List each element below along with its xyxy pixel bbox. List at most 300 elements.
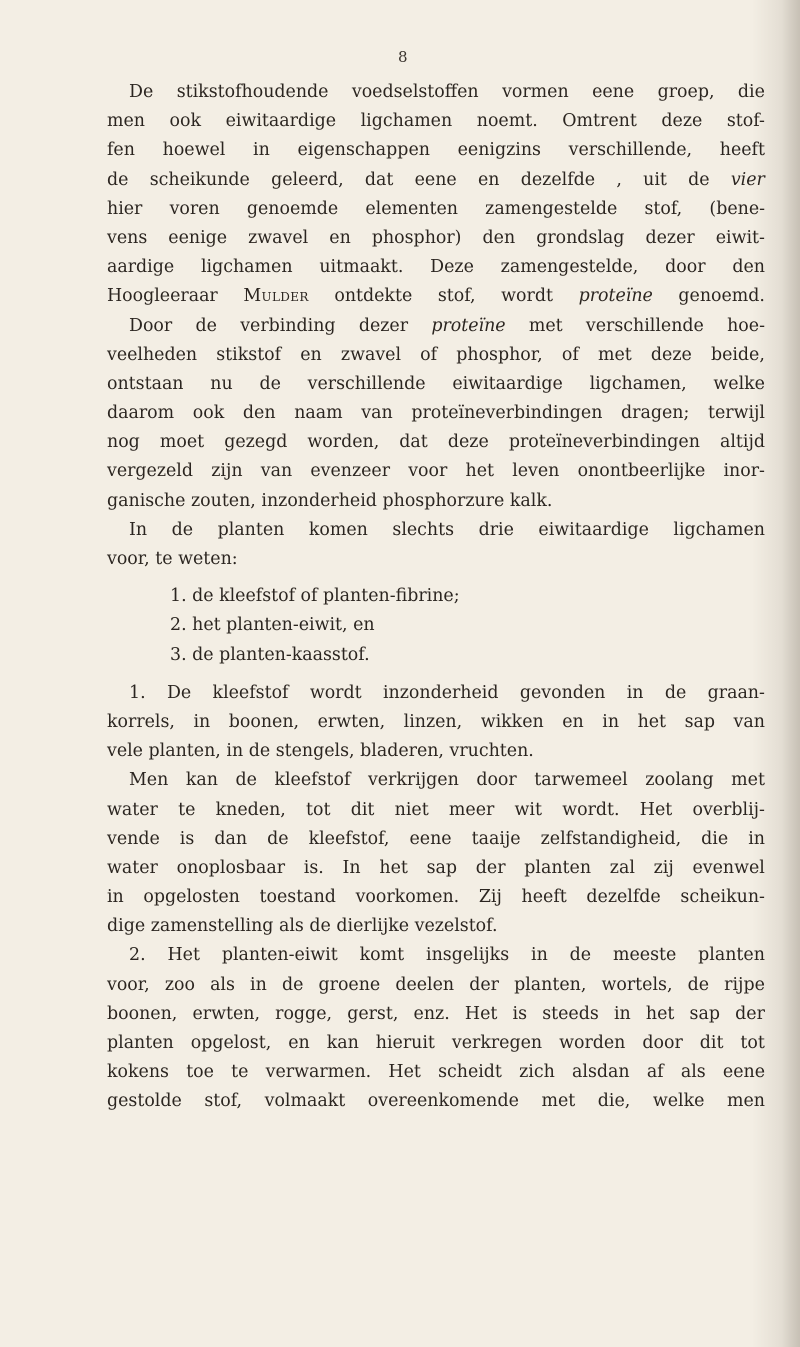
word: fen xyxy=(107,140,135,161)
word: In xyxy=(342,857,361,878)
word: evenzeer xyxy=(310,461,391,482)
word: voor xyxy=(408,461,448,482)
word: kleefstof xyxy=(212,682,289,703)
text-line xyxy=(107,971,765,1000)
word: phosphorzure xyxy=(382,490,505,511)
word: volmaakt xyxy=(264,1091,346,1112)
word: hoewel xyxy=(162,140,226,161)
word: boonen, xyxy=(228,711,300,732)
list-item: 1. de kleefstof of planten-fibrine; xyxy=(170,586,460,607)
word: meeste xyxy=(613,945,677,966)
word: in xyxy=(193,711,211,732)
text-line xyxy=(107,399,765,428)
word: in xyxy=(253,140,270,161)
text-line xyxy=(107,545,765,574)
word: vergezeld xyxy=(107,461,194,482)
word: deze xyxy=(661,111,703,132)
word: kalk. xyxy=(509,490,553,511)
word: het xyxy=(465,461,494,482)
word: het xyxy=(379,857,408,878)
word: als xyxy=(279,916,304,937)
word: vruchten. xyxy=(449,741,534,762)
word: sap xyxy=(684,711,716,732)
word: die xyxy=(701,828,729,849)
word: in xyxy=(226,741,244,762)
word: water xyxy=(107,857,158,878)
word: planten, xyxy=(514,974,587,995)
word: dezer xyxy=(645,227,695,248)
word: de xyxy=(309,916,331,937)
word: 2. xyxy=(129,945,146,966)
word: insgelijks xyxy=(426,945,510,966)
word: is xyxy=(179,828,195,849)
word: de xyxy=(259,373,281,394)
word: der xyxy=(475,857,506,878)
word: dat xyxy=(364,169,394,190)
word: eenigzins xyxy=(457,140,541,161)
word: welke xyxy=(652,1091,705,1112)
word: in xyxy=(613,1003,631,1024)
word: 1. xyxy=(129,682,146,703)
word: linzen, xyxy=(403,711,463,732)
word: der xyxy=(735,1003,765,1024)
word: voedselstoffen xyxy=(351,82,479,102)
word: niet xyxy=(394,799,429,820)
word: wordt. xyxy=(562,799,620,820)
word: zelfstandigheid, xyxy=(540,828,682,849)
word: (bene- xyxy=(709,198,765,219)
word: verwarmen. xyxy=(265,1062,372,1083)
word: bladeren, xyxy=(360,741,444,762)
word: zal xyxy=(609,857,635,878)
word: onoplosbaar xyxy=(176,857,286,878)
numbered-list xyxy=(107,582,765,670)
word: Het xyxy=(388,1062,421,1083)
word: planten-eiwit xyxy=(221,945,338,966)
word: de xyxy=(248,741,271,762)
word: hieruit xyxy=(375,1033,435,1053)
word: vezelstof. xyxy=(414,916,498,937)
word: te xyxy=(155,549,173,569)
word: evenwel xyxy=(692,857,765,878)
word: in xyxy=(107,887,124,908)
word: wikken xyxy=(480,711,544,732)
word: alsdan xyxy=(572,1062,630,1083)
text-line xyxy=(107,1087,765,1116)
word: daarom xyxy=(107,403,175,424)
word: de xyxy=(281,974,304,995)
text-line xyxy=(107,825,765,854)
word: dan xyxy=(214,828,248,849)
word: zijn xyxy=(211,461,243,482)
word: dit xyxy=(699,1033,724,1053)
word: leven xyxy=(512,461,560,482)
word: uit xyxy=(643,169,667,190)
word: altijd xyxy=(719,432,765,453)
word: grondslag xyxy=(536,227,625,248)
word: vele xyxy=(107,741,143,762)
word: dige xyxy=(107,916,146,937)
word: verbinding xyxy=(240,315,336,336)
word: dragen; xyxy=(621,403,690,424)
word: dat xyxy=(399,432,428,453)
word: wordt xyxy=(309,682,362,703)
text-line xyxy=(107,282,765,311)
word: geleerd, xyxy=(271,169,344,190)
word: eene xyxy=(592,82,635,102)
word: die xyxy=(737,82,765,102)
word: eiwitaardige xyxy=(452,373,563,394)
word: stof- xyxy=(726,111,765,132)
word: voor, xyxy=(107,549,150,569)
word: ganische xyxy=(107,490,186,511)
word: gestolde xyxy=(107,1091,182,1112)
word: ontdekte xyxy=(334,286,413,307)
word: noemt. xyxy=(476,111,538,132)
word: heeft xyxy=(719,140,765,161)
word: in xyxy=(531,945,548,966)
word: die, xyxy=(597,1091,631,1112)
word: aardige xyxy=(107,257,175,278)
paragraph-3 xyxy=(107,516,765,574)
text-line xyxy=(107,312,765,341)
word: erwten, xyxy=(317,711,386,732)
word: eene xyxy=(722,1062,765,1083)
word: Hoogleeraar xyxy=(107,286,218,307)
word: eenige xyxy=(168,227,228,248)
word: stof, xyxy=(644,198,683,219)
word: te xyxy=(178,799,196,820)
text-line xyxy=(107,516,765,545)
word: de xyxy=(171,519,194,540)
text-line xyxy=(107,766,765,795)
word: nog xyxy=(107,432,140,453)
word: in xyxy=(626,682,644,703)
word: hier xyxy=(107,198,143,219)
word: in xyxy=(748,828,765,849)
word: of xyxy=(420,344,438,365)
word: scheidt xyxy=(438,1062,502,1083)
word: zouten, xyxy=(190,490,256,511)
text-line xyxy=(107,737,765,766)
word: inor- xyxy=(723,461,765,482)
word: met xyxy=(597,344,632,365)
word: en xyxy=(562,711,584,732)
word: planten xyxy=(107,1033,174,1053)
word: overblij- xyxy=(692,799,765,820)
word: is. xyxy=(303,857,324,878)
word: slechts xyxy=(392,519,455,540)
word: enz. xyxy=(413,1003,450,1024)
word: taaije xyxy=(471,828,521,849)
word: genoemd. xyxy=(678,286,765,307)
word: inzonderheid xyxy=(261,490,377,511)
word: als xyxy=(680,1062,706,1083)
text-line xyxy=(107,1000,765,1029)
word: scheikun- xyxy=(680,887,765,908)
word: en xyxy=(288,1033,310,1053)
text-line xyxy=(107,428,765,457)
word: rijpe xyxy=(724,974,765,995)
word: Deze xyxy=(430,257,474,278)
word: zoo xyxy=(164,974,195,995)
word: stengels, xyxy=(275,741,355,762)
word: stikstof xyxy=(216,344,282,365)
text-line xyxy=(107,912,765,941)
text-line xyxy=(107,941,765,970)
word: de xyxy=(195,315,217,336)
word: vende xyxy=(107,828,160,849)
text-line xyxy=(107,796,765,825)
word: stof, xyxy=(437,286,476,307)
word: van xyxy=(361,403,393,424)
word: drie xyxy=(478,519,514,540)
word: phosphor) xyxy=(371,227,462,248)
word: en xyxy=(329,227,351,248)
word: de xyxy=(664,682,687,703)
word: ook xyxy=(169,111,202,132)
text-line xyxy=(107,78,765,107)
text-line xyxy=(107,370,765,399)
word: komt xyxy=(359,945,405,966)
word: de xyxy=(687,974,710,995)
word: komen xyxy=(308,519,368,540)
word: dit xyxy=(350,799,375,820)
word: door xyxy=(476,770,517,791)
body-text xyxy=(107,78,765,1117)
word: voorkomen. xyxy=(355,887,460,908)
word: kleefstof xyxy=(274,770,351,791)
word: den xyxy=(242,403,276,424)
word: is xyxy=(512,1003,528,1024)
text-line xyxy=(107,224,765,253)
page-edge-shadow xyxy=(782,0,800,1347)
word: weten: xyxy=(178,549,238,569)
word: stikstofhoudende xyxy=(176,82,329,102)
word: den xyxy=(482,227,516,248)
text-line xyxy=(107,341,765,370)
word: naam xyxy=(294,403,343,424)
word: proteïneverbindingen xyxy=(508,432,700,453)
word: beide, xyxy=(710,344,765,365)
text-line xyxy=(107,1058,765,1087)
word: proteïne xyxy=(431,315,506,336)
word: uitmaakt. xyxy=(319,257,404,278)
word: nu xyxy=(210,373,233,394)
word: eiwitaardige xyxy=(538,519,649,540)
word: door xyxy=(665,257,706,278)
word: voor, xyxy=(107,974,150,995)
word: met xyxy=(541,1091,576,1112)
paragraph-4 xyxy=(107,679,765,767)
text-line xyxy=(107,457,765,486)
word: genoemde xyxy=(246,198,339,219)
word: zwavel xyxy=(340,344,402,365)
text-line xyxy=(107,195,765,224)
word: hoe- xyxy=(727,315,765,336)
word: ligchamen xyxy=(200,257,293,278)
word: ligchamen xyxy=(673,519,765,540)
word: het xyxy=(637,711,667,732)
word: planten xyxy=(524,857,592,878)
word: eene xyxy=(409,828,452,849)
word: deelen xyxy=(395,974,455,995)
word: elementen xyxy=(365,198,458,219)
word: groep, xyxy=(657,82,715,102)
word: boonen, xyxy=(107,1003,178,1024)
word: rogge, xyxy=(275,1003,333,1024)
word: heeft xyxy=(521,887,567,908)
word: wit xyxy=(514,799,542,820)
word: dezelfde xyxy=(520,169,596,190)
word: steeds xyxy=(542,1003,599,1024)
word: der xyxy=(469,974,499,995)
word: kan xyxy=(326,1033,359,1053)
text-line xyxy=(107,487,765,516)
word: veelheden xyxy=(107,344,198,365)
word: In xyxy=(129,519,148,540)
word: eigenschappen xyxy=(297,140,430,161)
word: planten xyxy=(217,519,285,540)
list-item: 3. de planten-kaasstof. xyxy=(170,644,370,665)
word: phosphor, xyxy=(456,344,543,365)
word: tarwemeel xyxy=(534,770,628,791)
text-line xyxy=(107,708,765,737)
paragraph-5 xyxy=(107,766,765,941)
word: overeenkomende xyxy=(367,1091,519,1112)
text-line xyxy=(107,166,765,195)
word: inzonderheid xyxy=(382,682,499,703)
list-item: 2. het planten-eiwit, en xyxy=(170,615,375,636)
word: verschillende xyxy=(585,315,704,336)
word: welke xyxy=(713,373,765,394)
word: kokens xyxy=(107,1062,169,1083)
word: opgelosten xyxy=(143,887,240,908)
word: en xyxy=(300,344,322,365)
word: wordt xyxy=(501,286,553,307)
word: als xyxy=(210,974,235,995)
word: ligchamen xyxy=(360,111,453,132)
word: af xyxy=(646,1062,664,1083)
word: den xyxy=(732,257,765,278)
word: Het xyxy=(464,1003,498,1024)
word: eene xyxy=(414,169,457,190)
word: eiwitaardige xyxy=(225,111,337,132)
word: Door xyxy=(129,315,173,336)
word: erwten, xyxy=(192,1003,260,1024)
word: ligchamen, xyxy=(589,373,687,394)
word: de xyxy=(235,770,257,791)
word: korrels, xyxy=(107,711,175,732)
word: zamenstelling xyxy=(150,916,274,937)
word: planten, xyxy=(148,741,221,762)
word: gevonden xyxy=(519,682,606,703)
word: sap xyxy=(426,857,458,878)
word: de xyxy=(267,828,289,849)
word: dierlijke xyxy=(336,916,410,937)
word: meer xyxy=(448,799,495,820)
word: Mulder xyxy=(243,286,309,307)
word: groene xyxy=(318,974,381,995)
word: vier xyxy=(730,169,765,190)
word: Het xyxy=(639,799,673,820)
word: moet xyxy=(159,432,205,453)
text-line xyxy=(107,854,765,883)
word: eiwit- xyxy=(715,227,765,248)
paragraph-2 xyxy=(107,312,765,516)
word: sap xyxy=(689,1003,720,1024)
word: zamengestelde xyxy=(485,198,618,219)
word: wortels, xyxy=(601,974,673,995)
word: gerst, xyxy=(347,1003,399,1024)
word: deze xyxy=(650,344,692,365)
word: worden xyxy=(559,1033,626,1053)
word: in xyxy=(602,711,620,732)
word: scheikunde xyxy=(149,169,250,190)
text-line xyxy=(107,136,765,165)
word: dezer xyxy=(358,315,409,336)
word: van xyxy=(260,461,293,482)
word: en xyxy=(477,169,500,190)
word: verkregen xyxy=(451,1033,543,1053)
word: planten xyxy=(698,945,765,966)
word: tot xyxy=(306,799,331,820)
word: toe xyxy=(186,1062,214,1083)
word: proteïneverbindingen xyxy=(411,403,603,424)
word: verkrijgen xyxy=(367,770,459,791)
text-line xyxy=(107,253,765,282)
text-line xyxy=(107,883,765,912)
paragraph-1 xyxy=(107,78,765,312)
word: ook xyxy=(192,403,225,424)
word: gezegd xyxy=(224,432,288,453)
word: in xyxy=(250,974,267,995)
word: men xyxy=(726,1091,765,1112)
word: Het xyxy=(167,945,200,966)
paragraph-6 xyxy=(107,941,765,1116)
word: Men xyxy=(129,770,169,791)
word: kleefstof, xyxy=(308,828,390,849)
word: De xyxy=(129,82,154,102)
word: zamengestelde, xyxy=(500,257,639,278)
word: Omtrent xyxy=(562,111,637,132)
word: de xyxy=(569,945,592,966)
text-line xyxy=(107,679,765,708)
word: water xyxy=(107,799,158,820)
word: verschillende, xyxy=(568,140,693,161)
word: stof, xyxy=(204,1091,243,1112)
word: de xyxy=(688,169,710,190)
word: zij xyxy=(653,857,674,878)
word: toestand xyxy=(259,887,336,908)
word: opgelost, xyxy=(190,1033,272,1053)
word: terwijl xyxy=(708,403,765,424)
word: , xyxy=(616,169,622,190)
word: De xyxy=(166,682,192,703)
word: door xyxy=(642,1033,683,1053)
text-line xyxy=(107,107,765,136)
word: zich xyxy=(519,1062,555,1083)
word: met xyxy=(731,770,765,791)
word: zoolang xyxy=(645,770,714,791)
word: onontbeerlijke xyxy=(577,461,706,482)
word: Zij xyxy=(478,887,502,908)
word: het xyxy=(645,1003,675,1024)
word: men xyxy=(107,111,145,132)
word: proteïne xyxy=(578,286,653,307)
word: deze xyxy=(447,432,489,453)
word: tot xyxy=(740,1033,765,1053)
